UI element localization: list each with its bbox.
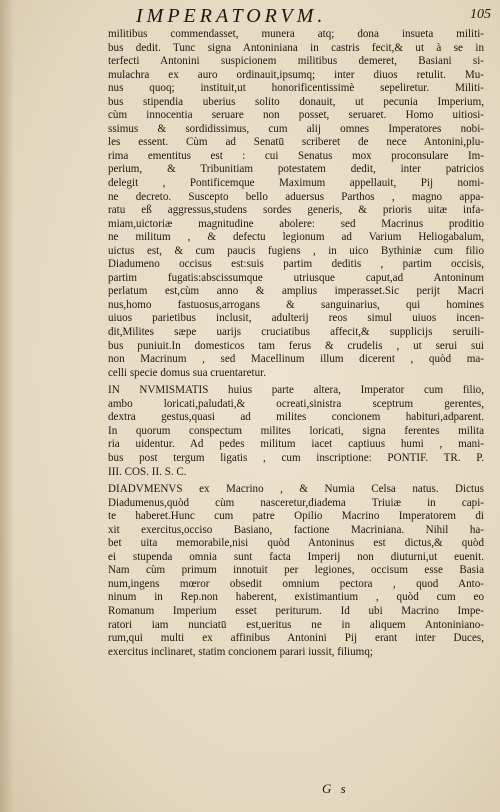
text-line: uiuos parietibus inclusit, adulterij reos simul uiuos incen- [108, 312, 484, 325]
text-line: exercitus inclinaret, statim concionem parari iussit, filiumq; [108, 645, 373, 658]
text-line: num,ingens mœror obsedit omnium pectora , quod Anto- [108, 577, 484, 590]
text-line: nus quoq; instituit,ut honorificentissimè sepeliretur. Militi- [108, 82, 484, 95]
text-line: cùm innocentia seruare non posset, seruaret. Homo uitiosi- [108, 109, 484, 122]
running-head: IMPERATORVM. [136, 5, 327, 27]
text-line: terfecti Antonini suspicionem militibus demeret, Basiani si- [108, 55, 484, 68]
signature-mark: G s [322, 781, 349, 796]
text-line: nus,homo fastuosus,arrogans & sanguinarius, qui homines [108, 298, 484, 311]
text-line: bus post tergum ligatis , cum inscriptione: PONTIF. TR. P. [108, 451, 484, 464]
text-line: bus stipendia uberius solito donauit, ut pecunia Imperium, [108, 95, 484, 108]
text-line: bet uita memorabile,nisi quòd Antoninus est dictus,& quòd [108, 537, 484, 550]
text-line: perium, & Tribunitiam potestatem dedit, inter patricios [108, 163, 484, 176]
text-line: Nam cùm primum innotuit per legiones, occisum esse Basia [108, 564, 484, 577]
text-line: perlatum est,cùm anno & amplius imperasset.Sic perijt Macri [108, 285, 484, 298]
page-number: 105 [470, 7, 491, 22]
text-line: ratori iam nunciatū est,ueritus ne in aliquem Antoniniano- [108, 618, 484, 631]
text-line: mulachra ex auro ordinauit,ipsumq; inter diuos retulit. Mu- [108, 68, 484, 81]
body-text [108, 28, 484, 659]
text-line: In quorum conspectum milites loricati, signa ferentes milita [108, 424, 484, 437]
text-line: Diadumeno occisus est:suis partim deditis , partim occisis, [108, 258, 484, 271]
text-line: ninum in Rep.non haberent, existimantium , quòd cum eo [108, 591, 484, 604]
page-gutter-shadow [0, 0, 14, 812]
text-line: rima ementitus est : cui Senatus mox proconsulare Im- [108, 149, 484, 162]
text-line: xit exercitus,occiso Basiano, factione Macriniana. Nihil ha- [108, 523, 484, 536]
text-line: te haberet.Hunc cum patre Opilio Macrino Imperatorem di [108, 510, 484, 523]
text-line: bus puniuit.In domesticos tam ferus & crudelis , ut serui sui [108, 339, 484, 352]
paragraph [108, 28, 484, 380]
paragraph [108, 483, 484, 659]
text-line: celli specie domus sua cruentaretur. [108, 366, 267, 379]
text-line: rum,qui multi ex affinibus Antonini Pij erant inter Duces, [108, 632, 484, 645]
page-header [136, 5, 491, 27]
text-line: ratu eß aggressus,studens sordes generis, & prioris uitæ infa- [108, 204, 484, 217]
text-line: delegit , Pontificemque Maximum appellauit, Pij nomi- [108, 177, 484, 190]
paragraph [108, 384, 484, 479]
text-line: DIADVMENVS ex Macrino , & Numia Celsa natus. Dictus [108, 483, 484, 496]
text-line: non Macrinum , sed Macellinum illum dicerent , quòd ma- [108, 353, 484, 366]
text-line: bus dedit. Tunc signa Antoniniana in castris fecit,& ut à se in [108, 41, 484, 54]
text-line: ambo loricati,paludati,& ocreati,sinistra sceptrum gerentes, [108, 397, 484, 410]
text-line: ei stupenda omnia sunt facta Imperij non diuturni,ut euenit. [108, 550, 484, 563]
text-line: partim fugatis:abscissumque utriusque caput,ad Antoninum [108, 271, 484, 284]
text-line: les essent. Cùm ad Senatū scriberet de nece Antonini,plu- [108, 136, 484, 149]
text-line: ne militum , & defectu legionum ad Varium Heliogabalum, [108, 231, 484, 244]
text-line: dextra gestus,quasi ad milites concionem habituri,adparent. [108, 411, 484, 424]
text-line: miam,uictoriæ magnitudine abolere: sed Macrinus proditio [108, 217, 484, 230]
text-line: ria uidentur. Ad pedes militum iacet captiuus humi , mani- [108, 438, 484, 451]
text-line: Diadumenus,quòd cùm nasceretur,diadema Triuiæ in capi- [108, 496, 484, 509]
text-line: ne decreto. Suscepto bello aduersus Parthos , magno appa- [108, 190, 484, 203]
text-line: IN NVMISMATIS huius parte altera, Imperator cum filio, [108, 384, 484, 397]
text-line: dit,Milites sæpe uarijs cruciatibus affecit,& supplicijs seruili- [108, 326, 484, 339]
text-line: III. COS. II. S. C. [108, 465, 187, 478]
text-line: Romanum Imperium esset periturum. Id ubi Macrino Impe- [108, 604, 484, 617]
text-line: ssimus & sordidissimus, cum alij omnes Imperatores nobi- [108, 122, 484, 135]
text-line: uictus est, & cum paucis fugiens , in uico Bythiniæ cum filio [108, 244, 484, 257]
text-line: militibus commendasset, munera atq; dona insueta militi- [108, 28, 484, 40]
